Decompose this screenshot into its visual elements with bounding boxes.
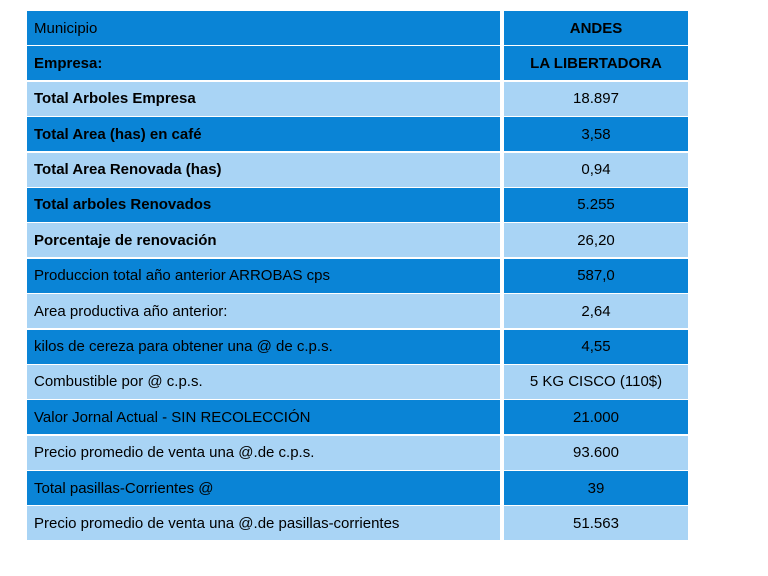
table-row xyxy=(27,153,688,187)
table-row xyxy=(27,436,688,470)
row-value: 4,55 xyxy=(504,330,688,364)
table-row xyxy=(27,330,688,364)
table-row xyxy=(27,117,688,151)
row-label: Municipio xyxy=(27,11,500,45)
table-row xyxy=(27,294,688,328)
data-table xyxy=(27,11,688,542)
row-label: Total Area Renovada (has) xyxy=(27,153,500,187)
row-value: 0,94 xyxy=(504,153,688,187)
row-value: 587,0 xyxy=(504,259,688,293)
row-label: kilos de cereza para obtener una @ de c.p.s. xyxy=(27,330,500,364)
row-value: 5.255 xyxy=(504,188,688,222)
table-row xyxy=(27,471,688,505)
row-label: Valor Jornal Actual - SIN RECOLECCIÓN xyxy=(27,400,500,434)
row-value: 2,64 xyxy=(504,294,688,328)
row-label: Total Arboles Empresa xyxy=(27,82,500,116)
table-row xyxy=(27,188,688,222)
row-value: ANDES xyxy=(504,11,688,45)
row-value: 51.563 xyxy=(504,506,688,540)
row-label: Area productiva año anterior: xyxy=(27,294,500,328)
row-value: 26,20 xyxy=(504,223,688,257)
table-row xyxy=(27,82,688,116)
row-value: 93.600 xyxy=(504,436,688,470)
row-label: Produccion total año anterior ARROBAS cps xyxy=(27,259,500,293)
row-label: Total arboles Renovados xyxy=(27,188,500,222)
row-label: Precio promedio de venta una @.de pasillas-corrientes xyxy=(27,506,500,540)
row-label: Precio promedio de venta una @.de c.p.s. xyxy=(27,436,500,470)
row-value: 39 xyxy=(504,471,688,505)
row-label: Porcentaje de renovación xyxy=(27,223,500,257)
row-label: Total Area (has) en café xyxy=(27,117,500,151)
table-row xyxy=(27,11,688,45)
row-value: 21.000 xyxy=(504,400,688,434)
table-row xyxy=(27,46,688,80)
row-value: 18.897 xyxy=(504,82,688,116)
row-label: Total pasillas-Corrientes @ xyxy=(27,471,500,505)
table-row xyxy=(27,400,688,434)
table-row xyxy=(27,223,688,257)
row-label: Combustible por @ c.p.s. xyxy=(27,365,500,399)
row-value: 3,58 xyxy=(504,117,688,151)
row-label: Empresa: xyxy=(27,46,500,80)
row-value: LA LIBERTADORA xyxy=(504,46,688,80)
table-row xyxy=(27,365,688,399)
table-row xyxy=(27,259,688,293)
table-row xyxy=(27,506,688,540)
row-value: 5 KG CISCO (110$) xyxy=(504,365,688,399)
